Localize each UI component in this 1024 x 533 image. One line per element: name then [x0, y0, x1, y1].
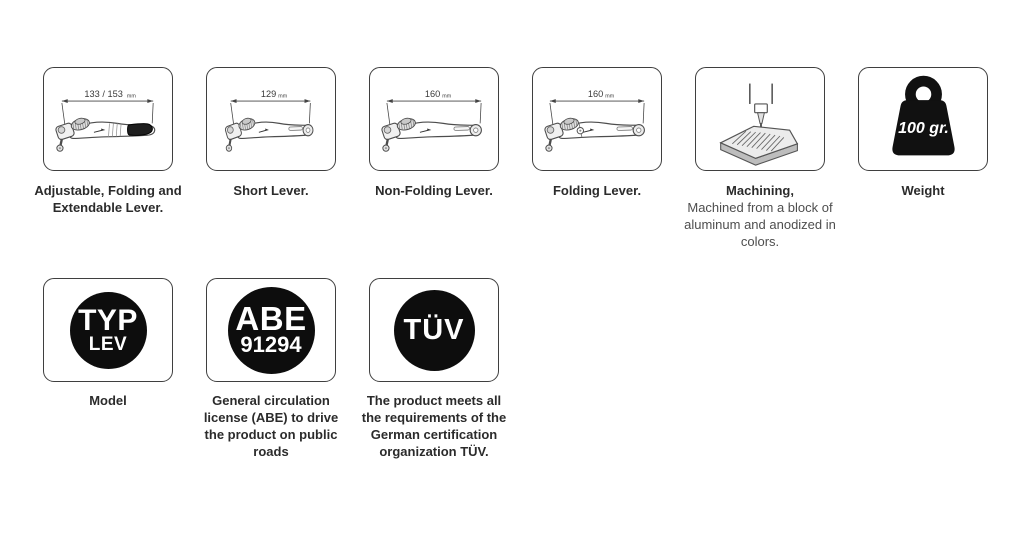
caption-non-folding-lever: [354, 182, 514, 199]
weight-icon: [860, 69, 987, 170]
caption-title: Folding Lever.: [552, 183, 642, 198]
caption-title: Model: [89, 393, 127, 408]
dimension-label: 160: [587, 88, 603, 99]
dimension-label: 160: [424, 88, 440, 99]
card-folding-lever: [532, 67, 662, 171]
card-weight: [858, 67, 988, 171]
dimension-label: 133 / 153: [83, 88, 123, 99]
card-model: [43, 278, 173, 382]
card-short-lever: [206, 67, 336, 171]
caption-short-lever: [191, 182, 351, 199]
badge-line1: TÜV: [403, 313, 465, 346]
caption-title: General circulation license (ABE) to drive the product on public roads: [203, 393, 339, 459]
card-tuv-certification: [369, 278, 499, 382]
short-lever-diagram-icon: [208, 69, 335, 170]
caption-title: Non-Folding Lever.: [375, 183, 493, 198]
dimension-unit: mm: [277, 93, 287, 100]
caption-title: The product meets all the requirements of the German certification organization TÜV.: [361, 393, 507, 459]
tuv-badge-icon: [394, 290, 475, 371]
weight-value-label: 100 gr.: [897, 118, 949, 137]
caption-folding-lever: [517, 182, 677, 199]
non-folding-lever-diagram-icon: [371, 69, 498, 170]
machining-icon: [697, 69, 824, 170]
dimension-unit: mm: [604, 93, 614, 100]
caption-adjustable-lever: [29, 182, 187, 216]
abe-badge-icon: [228, 287, 315, 374]
card-non-folding-lever: [369, 67, 499, 171]
caption-title: Machining,: [726, 183, 794, 198]
typ-lev-badge-icon: [70, 292, 147, 369]
adjustable-lever-diagram-icon: [45, 69, 172, 170]
badge-line1: ABE: [235, 300, 307, 337]
caption-title: Weight: [901, 183, 945, 198]
caption-weight: [843, 182, 1003, 199]
caption-machining: [684, 182, 836, 250]
caption-tuv-certification: [358, 392, 510, 460]
folding-lever-diagram-icon: [534, 69, 661, 170]
badge-line2: 91294: [240, 332, 302, 357]
dimension-label: 129: [260, 88, 276, 99]
caption-title: Adjustable, Folding and Extendable Lever.: [34, 183, 182, 215]
badge-line2: LEV: [88, 333, 128, 355]
caption-title: Short Lever.: [233, 183, 309, 198]
caption-abe-license: [195, 392, 347, 460]
card-adjustable-lever: [43, 67, 173, 171]
card-abe-license: [206, 278, 336, 382]
dimension-unit: mm: [126, 93, 136, 100]
caption-model: [29, 392, 187, 409]
dimension-unit: mm: [441, 93, 451, 100]
card-machining: [695, 67, 825, 171]
caption-subtitle: Machined from a block of aluminum and anodized in colors.: [684, 200, 836, 249]
badge-line1: TYP: [78, 303, 138, 337]
